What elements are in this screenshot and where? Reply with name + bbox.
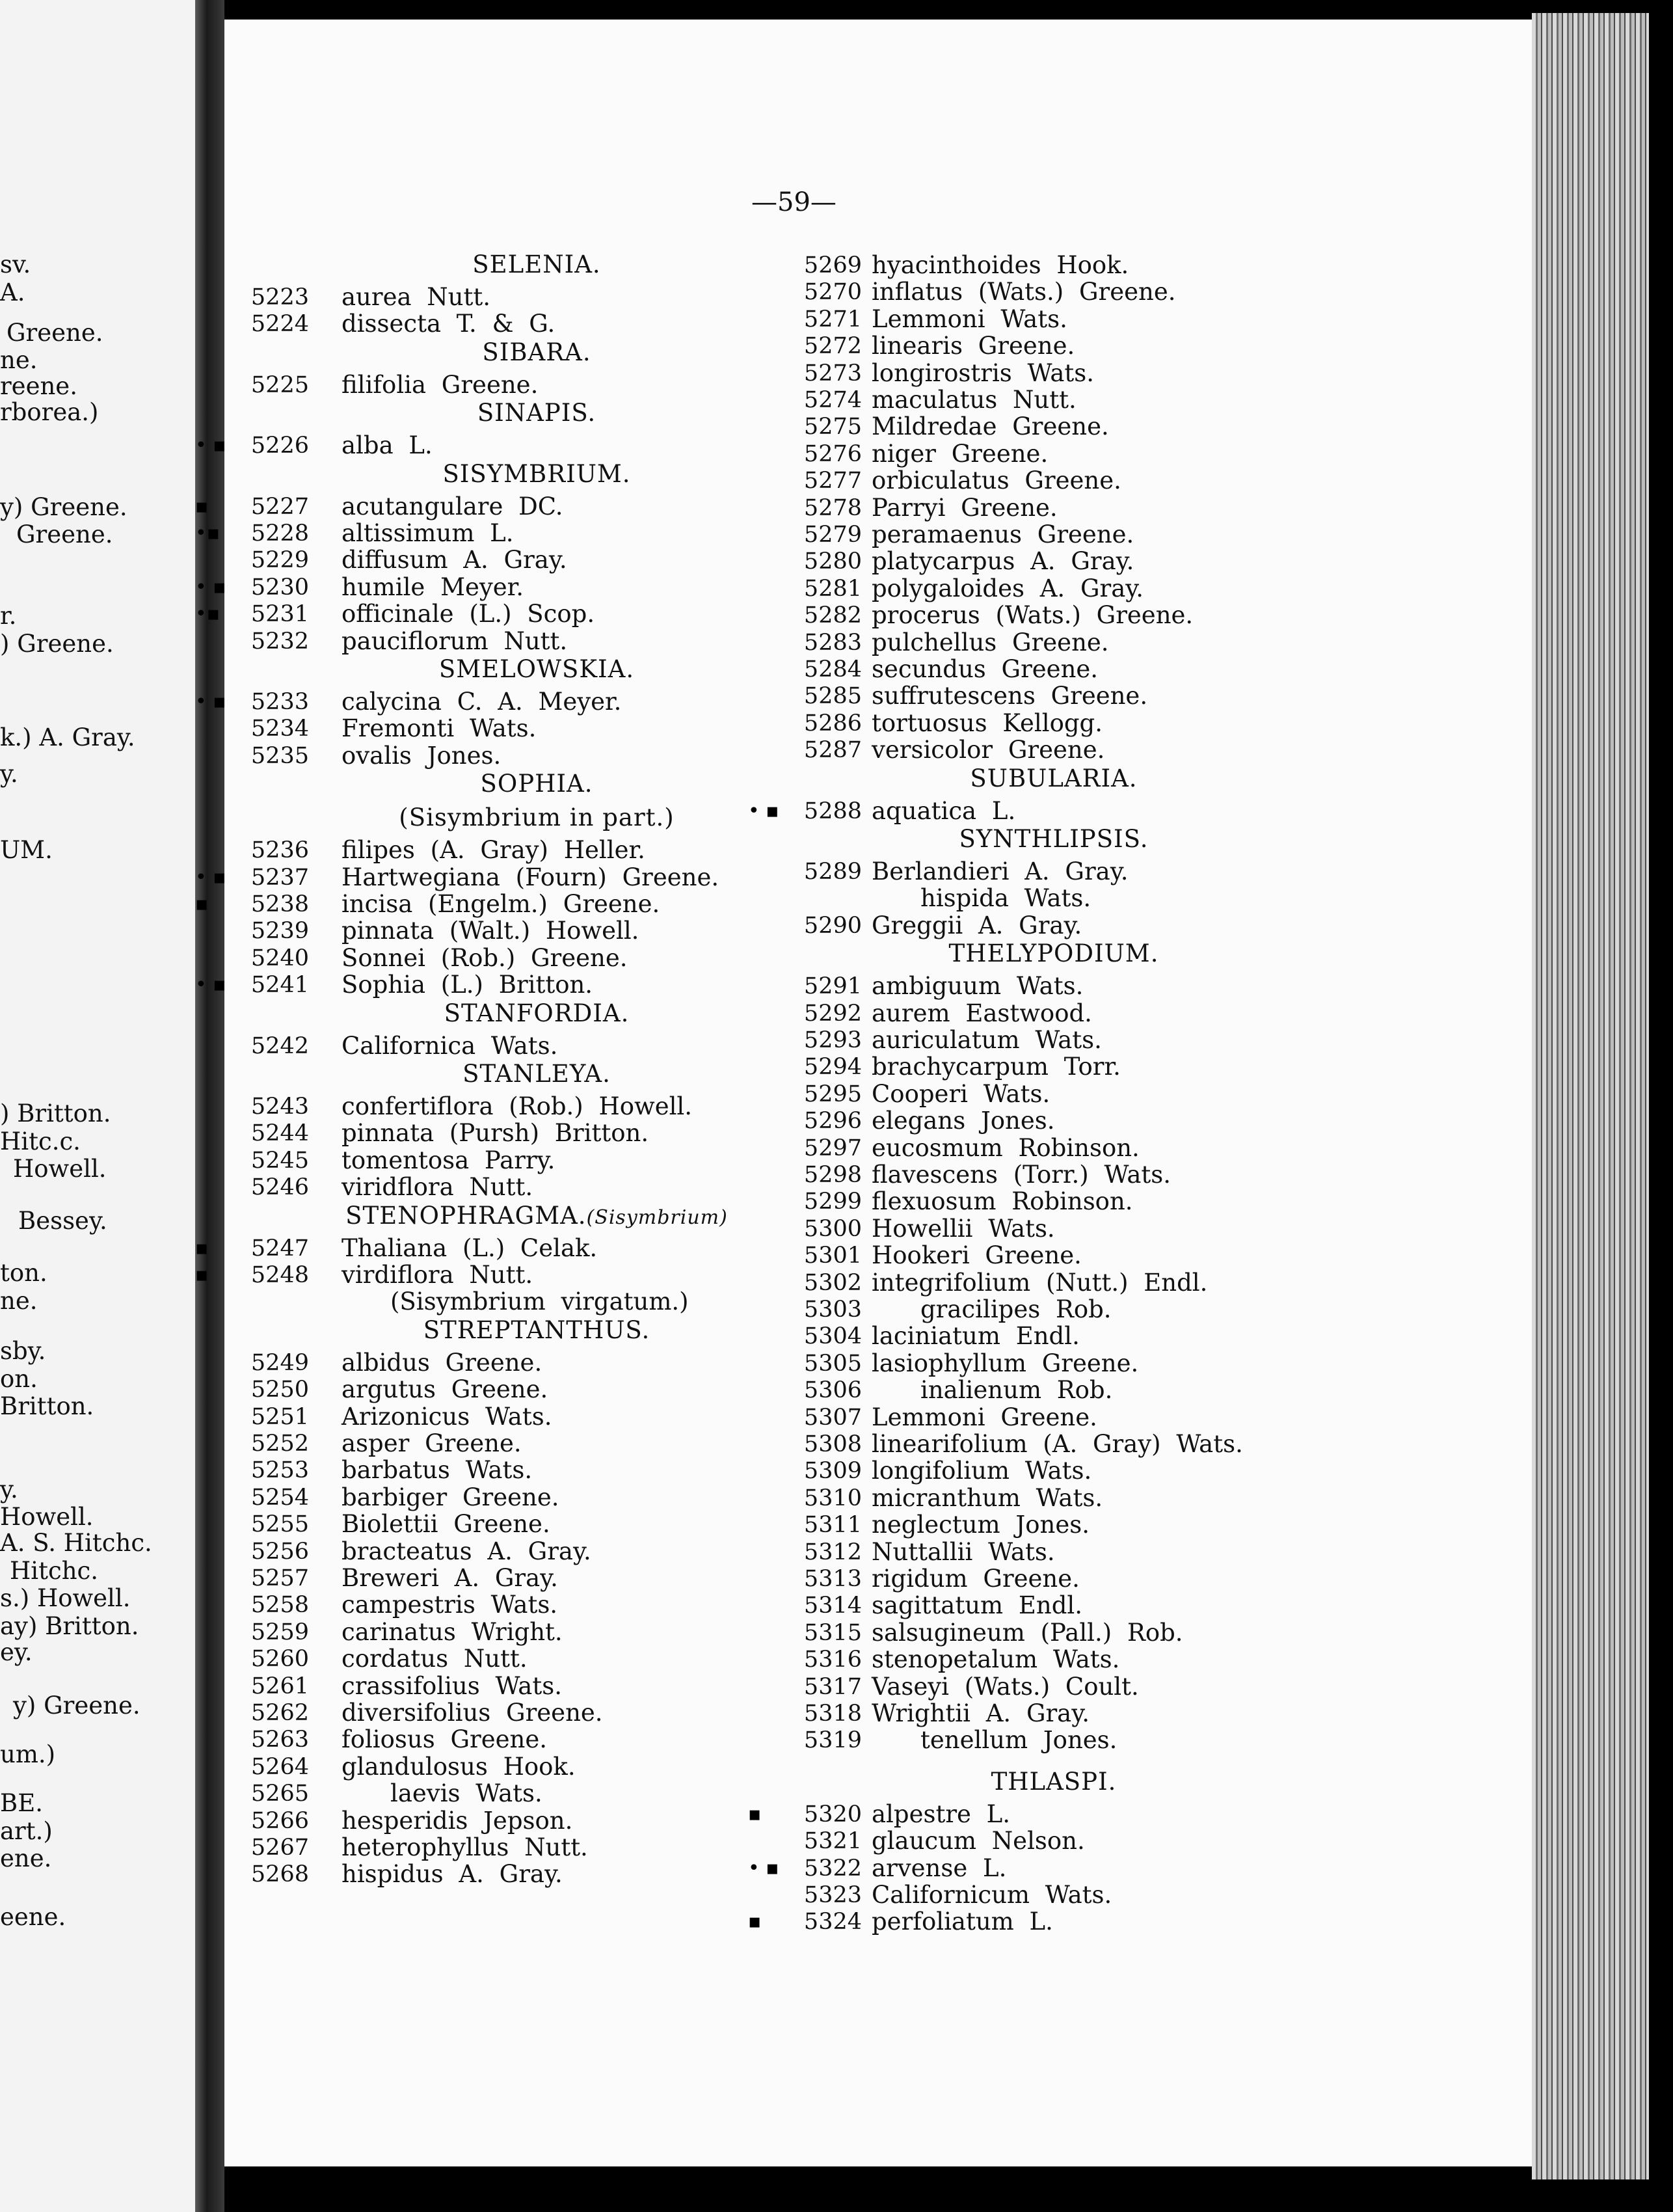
specimen-mark-icon: • ▪: [195, 575, 226, 599]
catalog-number: 5280: [803, 548, 862, 575]
catalog-number: 5295: [803, 1081, 862, 1107]
catalog-number: 5300: [803, 1215, 862, 1242]
catalog-number: 5260: [250, 1646, 309, 1673]
species-name: Sonnei (Rob.) Greene.: [341, 943, 628, 972]
catalog-number: 5278: [803, 494, 862, 521]
catalog-number: 5265: [250, 1781, 309, 1807]
species-name: barbatus Wats.: [341, 1456, 533, 1485]
facing-page-fragment: [0, 0, 195, 2212]
facing-page-text: A. S. Hitchc.: [0, 1529, 152, 1557]
catalog-number: 5266: [250, 1807, 309, 1834]
handwritten-note: (Sisymbrium): [586, 1206, 728, 1229]
species-name: integrifolium (Nutt.) Endl.: [872, 1268, 1208, 1297]
book-spine: [195, 0, 224, 2212]
catalog-number: 5292: [803, 1000, 862, 1027]
species-name: inalienum Rob.: [920, 1376, 1113, 1405]
facing-page-text: eene.: [0, 1903, 66, 1931]
facing-page-text: BE.: [0, 1789, 43, 1817]
species-name: versicolor Greene.: [872, 736, 1105, 764]
catalog-number: 5257: [250, 1565, 309, 1591]
species-name: Arizonicus Wats.: [341, 1402, 552, 1431]
catalog-number: 5285: [803, 683, 862, 710]
heading-text: SIBARA.: [482, 338, 591, 366]
catalog-number: 5306: [803, 1377, 862, 1404]
species-name: bracteatus A. Gray.: [341, 1537, 591, 1565]
catalog-number: 5297: [803, 1135, 862, 1161]
species-name: Wrightii A. Gray.: [872, 1699, 1090, 1727]
facing-page-text: art.): [0, 1817, 53, 1845]
catalog-number: 5299: [803, 1189, 862, 1215]
species-name: salsugineum (Pall.) Rob.: [872, 1618, 1183, 1647]
species-name: virdiflora Nutt.: [341, 1261, 533, 1289]
species-name: Thaliana (L.) Celak.: [341, 1234, 598, 1262]
species-name: Biolettii Greene.: [341, 1510, 550, 1539]
catalog-number: 5258: [250, 1592, 309, 1619]
species-name: inflatus (Wats.) Greene.: [872, 278, 1176, 306]
species-name: asper Greene.: [341, 1429, 522, 1457]
species-name: Fremonti Wats.: [341, 714, 537, 743]
genus-heading: [341, 399, 732, 427]
catalog-number: 5312: [803, 1539, 862, 1565]
genus-heading: [341, 1316, 732, 1344]
species-name: Vaseyi (Wats.) Coult.: [872, 1672, 1139, 1701]
facing-page-text: y) Greene.: [0, 493, 127, 521]
heading-text: THLASPI.: [991, 1767, 1117, 1796]
catalog-number: 5288: [803, 798, 862, 824]
catalog-number: 5253: [250, 1457, 309, 1484]
heading-text: STANFORDIA.: [444, 999, 630, 1027]
species-name: diffusum A. Gray.: [341, 546, 567, 574]
heading-text: SYNTHLIPSIS.: [959, 825, 1149, 853]
species-name: linearis Greene.: [872, 332, 1075, 360]
species-name: Hookeri Greene.: [872, 1241, 1082, 1270]
specimen-mark-icon: ▪: [195, 1236, 209, 1260]
catalog-number: 5240: [250, 945, 309, 971]
facing-page-text: s.) Howell.: [0, 1584, 131, 1612]
catalog-number: 5251: [250, 1403, 309, 1430]
catalog-number: 5294: [803, 1054, 862, 1081]
species-name: ovalis Jones.: [341, 741, 502, 770]
species-name: (Sisymbrium virgatum.): [390, 1288, 689, 1316]
catalog-number: 5272: [803, 333, 862, 360]
species-name: longirostris Wats.: [872, 358, 1095, 387]
species-name: maculatus Nutt.: [872, 386, 1077, 414]
catalog-number: 5296: [803, 1108, 862, 1135]
facing-page-text: ) Britton.: [0, 1099, 111, 1127]
species-name: tomentosa Parry.: [341, 1146, 555, 1174]
facing-page-text: ey.: [0, 1638, 33, 1666]
catalog-number: 5287: [803, 737, 862, 764]
catalog-number: 5231: [250, 601, 309, 628]
catalog-number: 5246: [250, 1174, 309, 1201]
catalog-number: 5226: [250, 433, 309, 459]
species-name: pulchellus Greene.: [872, 628, 1109, 656]
species-name: gracilipes Rob.: [920, 1295, 1112, 1323]
specimen-mark-icon: ▪: [748, 1802, 762, 1826]
species-name: crassifolius Wats.: [341, 1671, 562, 1700]
catalog-number: 5270: [803, 279, 862, 306]
page-number: —59—: [751, 187, 836, 217]
specimen-mark-icon: • ▪: [195, 865, 226, 889]
species-name: stenopetalum Wats.: [872, 1645, 1120, 1674]
species-name: ambiguum Wats.: [872, 972, 1084, 1001]
species-name: pauciflorum Nutt.: [341, 627, 568, 655]
genus-heading: [872, 764, 1236, 792]
species-name: barbiger Greene.: [341, 1483, 559, 1511]
genus-heading: [341, 1060, 732, 1088]
species-name: pinnata (Pursh) Britton.: [341, 1119, 649, 1148]
catalog-number: 5276: [803, 440, 862, 467]
catalog-number: 5322: [803, 1855, 862, 1882]
genus-subheading: [341, 803, 732, 831]
species-name: Breweri A. Gray.: [341, 1564, 558, 1592]
catalog-number: 5224: [250, 311, 309, 338]
species-name: confertiflora (Rob.) Howell.: [341, 1092, 693, 1120]
species-name: Greggii A. Gray.: [872, 911, 1082, 939]
species-name: Nuttallii Wats.: [872, 1537, 1055, 1566]
catalog-number: 5248: [250, 1262, 309, 1288]
facing-page-text: r.: [0, 602, 17, 630]
catalog-number: 5315: [803, 1619, 862, 1646]
catalog-number: 5283: [803, 629, 862, 656]
heading-text: STENOPHRAGMA.: [345, 1201, 587, 1230]
species-name: hispida Wats.: [920, 884, 1091, 913]
catalog-number: 5234: [250, 716, 309, 742]
facing-page-text: y.: [0, 1476, 18, 1504]
species-name: neglectum Jones.: [872, 1511, 1090, 1539]
species-name: Sophia (L.) Britton.: [341, 971, 593, 999]
species-name: flexuosum Robinson.: [872, 1187, 1133, 1216]
specimen-mark-icon: • ▪: [195, 690, 226, 713]
catalog-number: 5230: [250, 574, 309, 600]
species-name: filifolia Greene.: [341, 370, 539, 399]
facing-page-text: Greene.: [7, 319, 103, 347]
catalog-number: 5309: [803, 1458, 862, 1485]
species-name: alba L.: [341, 431, 433, 460]
species-name: carinatus Wright.: [341, 1617, 563, 1646]
catalog-number: 5282: [803, 602, 862, 629]
species-name: niger Greene.: [872, 439, 1049, 468]
catalog-number: 5284: [803, 656, 862, 682]
catalog-number: 5314: [803, 1593, 862, 1619]
species-name: elegans Jones.: [872, 1107, 1055, 1135]
species-name: perfoliatum L.: [872, 1908, 1053, 1936]
catalog-number: 5313: [803, 1566, 862, 1592]
species-name: filipes (A. Gray) Heller.: [341, 836, 645, 865]
species-name: brachycarpum Torr.: [872, 1053, 1121, 1081]
catalog-number: 5304: [803, 1323, 862, 1350]
species-name: secundus Greene.: [872, 655, 1099, 683]
species-name: glaucum Nelson.: [872, 1827, 1085, 1855]
species-name: tortuosus Kellogg.: [872, 708, 1103, 737]
species-name: Howellii Wats.: [872, 1214, 1055, 1243]
catalog-number: 5293: [803, 1027, 862, 1053]
catalog-number: 5255: [250, 1511, 309, 1538]
facing-page-text: Howell.: [0, 1503, 94, 1531]
heading-text: SUBULARIA.: [970, 764, 1138, 792]
catalog-number: 5223: [250, 284, 309, 310]
genus-heading: [341, 770, 732, 798]
species-name: alpestre L.: [872, 1800, 1011, 1828]
catalog-number: 5254: [250, 1484, 309, 1511]
facing-page-text: Bessey.: [18, 1207, 107, 1235]
facing-page-text: rborea.): [0, 398, 99, 426]
catalog-number: 5269: [803, 252, 862, 278]
facing-page-text: y.: [0, 760, 18, 788]
species-name: viridflora Nutt.: [341, 1173, 533, 1202]
catalog-number: 5235: [250, 742, 309, 769]
species-name: peramaenus Greene.: [872, 520, 1134, 548]
catalog-number: 5271: [803, 306, 862, 332]
catalog-number: 5232: [250, 628, 309, 654]
catalog-number: 5305: [803, 1350, 862, 1377]
catalog-number: 5236: [250, 837, 309, 864]
species-name: heterophyllus Nutt.: [341, 1833, 588, 1861]
species-name: cordatus Nutt.: [341, 1645, 528, 1673]
species-name: hesperidis Jepson.: [341, 1806, 573, 1835]
genus-heading: [872, 825, 1236, 853]
catalog-number: 5319: [803, 1727, 862, 1754]
facing-page-text: ne.: [0, 346, 38, 374]
catalog-number: 5308: [803, 1431, 862, 1457]
heading-text: SOPHIA.: [480, 770, 593, 798]
species-name: orbiculatus Greene.: [872, 466, 1121, 495]
species-name: Californica Wats.: [341, 1031, 558, 1060]
catalog-page: [195, 20, 1532, 2166]
heading-text: SMELOWSKIA.: [438, 655, 635, 683]
facing-page-text: ay) Britton.: [0, 1612, 139, 1640]
species-name: arvense L.: [872, 1854, 1007, 1882]
facing-page-text: reene.: [0, 372, 77, 400]
catalog-number: 5311: [803, 1512, 862, 1539]
catalog-number: 5229: [250, 547, 309, 574]
catalog-number: 5250: [250, 1377, 309, 1403]
catalog-number: 5233: [250, 689, 309, 715]
species-name: Hartwegiana (Fourn) Greene.: [341, 863, 719, 891]
catalog-number: 5243: [250, 1094, 309, 1120]
catalog-number: 5317: [803, 1673, 862, 1700]
catalog-number: 5241: [250, 972, 309, 999]
species-name: laevis Wats.: [390, 1779, 542, 1808]
species-name: tenellum Jones.: [920, 1726, 1118, 1755]
catalog-number: 5298: [803, 1162, 862, 1188]
facing-page-text: ) Greene.: [0, 630, 114, 658]
species-name: laciniatum Endl.: [872, 1322, 1080, 1351]
facing-page-text: A.: [0, 278, 25, 306]
species-name: Berlandieri A. Gray.: [872, 857, 1129, 885]
genus-heading: [341, 655, 732, 683]
facing-page-text: Hitc.c.: [0, 1127, 81, 1155]
species-name: lasiophyllum Greene.: [872, 1349, 1139, 1377]
species-name: suffrutescens Greene.: [872, 682, 1148, 710]
catalog-number: 5227: [250, 493, 309, 520]
catalog-number: 5262: [250, 1700, 309, 1726]
facing-page-text: Hitchc.: [10, 1557, 99, 1585]
species-name: foliosus Greene.: [341, 1725, 548, 1754]
species-name: micranthum Wats.: [872, 1483, 1103, 1512]
species-name: hyacinthoides Hook.: [872, 251, 1129, 279]
catalog-number: 5318: [803, 1701, 862, 1727]
facing-page-text: sv.: [0, 250, 31, 278]
page-edges: [1532, 13, 1649, 2179]
species-name: hispidus A. Gray.: [341, 1860, 563, 1889]
facing-page-text: y) Greene.: [13, 1692, 141, 1720]
catalog-number: 5301: [803, 1243, 862, 1269]
species-name: rigidum Greene.: [872, 1565, 1080, 1593]
heading-text: SELENIA.: [472, 250, 601, 278]
catalog-number: 5302: [803, 1269, 862, 1296]
specimen-mark-icon: •▪: [195, 522, 221, 545]
catalog-number: 5263: [250, 1727, 309, 1753]
genus-heading: [341, 999, 732, 1027]
species-name: Parryi Greene.: [872, 493, 1058, 522]
catalog-number: 5320: [803, 1801, 862, 1828]
specimen-mark-icon: • ▪: [748, 799, 779, 822]
heading-text: STANLEYA.: [462, 1060, 611, 1088]
heading-text: SISYMBRIUM.: [442, 459, 631, 488]
facing-page-text: ene.: [0, 1844, 52, 1872]
catalog-number: 5228: [250, 520, 309, 546]
species-name: longifolium Wats.: [872, 1457, 1092, 1485]
facing-page-text: Britton.: [0, 1392, 94, 1420]
species-name: diversifolius Greene.: [341, 1699, 603, 1727]
specimen-mark-icon: ▪: [195, 1263, 209, 1286]
catalog-number: 5289: [803, 859, 862, 885]
catalog-number: 5239: [250, 918, 309, 945]
genus-heading: [341, 250, 732, 278]
catalog-number: 5238: [250, 891, 309, 917]
catalog-number: 5261: [250, 1673, 309, 1699]
facing-page-text: ton.: [0, 1259, 47, 1287]
specimen-mark-icon: ▪: [195, 494, 209, 518]
catalog-number: 5323: [803, 1882, 862, 1908]
species-name: dissecta T. & G.: [341, 310, 555, 338]
catalog-number: 5273: [803, 360, 862, 386]
facing-page-text: ne.: [0, 1287, 38, 1315]
species-name: flavescens (Torr.) Wats.: [872, 1161, 1171, 1189]
species-name: glandulosus Hook.: [341, 1752, 576, 1781]
catalog-number: 5279: [803, 522, 862, 548]
catalog-number: 5252: [250, 1431, 309, 1457]
species-name: Lemmoni Wats.: [872, 304, 1067, 333]
catalog-number: 5321: [803, 1828, 862, 1855]
genus-heading: [341, 460, 732, 488]
catalog-number: 5324: [803, 1909, 862, 1936]
catalog-number: 5268: [250, 1861, 309, 1888]
species-name: linearifolium (A. Gray) Wats.: [872, 1430, 1243, 1458]
catalog-number: 5274: [803, 387, 862, 413]
species-name: polygaloides A. Gray.: [872, 574, 1144, 602]
genus-heading: [341, 338, 732, 366]
specimen-mark-icon: ▪: [195, 893, 209, 915]
species-name: sagittatum Endl.: [872, 1591, 1083, 1620]
specimen-mark-icon: ▪: [748, 1910, 762, 1934]
genus-heading: [872, 939, 1236, 967]
species-name: pinnata (Walt.) Howell.: [341, 917, 639, 945]
species-name: campestris Wats.: [341, 1591, 558, 1619]
catalog-number: 5259: [250, 1619, 309, 1645]
species-name: aurea Nutt.: [341, 283, 490, 311]
species-name: humile Meyer.: [341, 573, 524, 601]
species-name: auriculatum Wats.: [872, 1026, 1102, 1054]
species-name: aurem Eastwood.: [872, 999, 1092, 1027]
species-name: procerus (Wats.) Greene.: [872, 601, 1194, 630]
species-name: altissimum L.: [341, 519, 514, 547]
catalog-number: 5286: [803, 710, 862, 736]
catalog-number: 5245: [250, 1147, 309, 1174]
specimen-mark-icon: • ▪: [195, 434, 226, 457]
catalog-number: 5281: [803, 575, 862, 602]
species-name: incisa (Engelm.) Greene.: [341, 890, 660, 918]
catalog-number: 5290: [803, 912, 862, 939]
species-name: officinale (L.) Scop.: [341, 600, 595, 628]
species-name: Mildredae Greene.: [872, 412, 1109, 441]
catalog-number: 5267: [250, 1835, 309, 1861]
specimen-mark-icon: • ▪: [748, 1856, 779, 1880]
species-name: eucosmum Robinson.: [872, 1133, 1140, 1162]
catalog-number: 5307: [803, 1404, 862, 1431]
facing-page-text: UM.: [0, 836, 53, 864]
genus-heading: [872, 1768, 1236, 1796]
catalog-number: 5225: [250, 371, 309, 398]
species-name: albidus Greene.: [341, 1348, 542, 1377]
heading-text: SINAPIS.: [477, 399, 596, 427]
catalog-number: 5256: [250, 1538, 309, 1565]
catalog-number: 5264: [250, 1753, 309, 1780]
species-name: Californicum Wats.: [872, 1881, 1112, 1909]
facing-page-text: on.: [0, 1365, 38, 1393]
facing-page-text: um.): [0, 1740, 56, 1768]
species-name: acutangulare DC.: [341, 492, 563, 520]
species-name: calycina C. A. Meyer.: [341, 688, 622, 716]
genus-heading: [341, 1202, 732, 1230]
catalog-number: 5242: [250, 1032, 309, 1059]
species-name: platycarpus A. Gray.: [872, 547, 1134, 576]
heading-text: STREPTANTHUS.: [423, 1315, 650, 1344]
specimen-mark-icon: •▪: [195, 602, 221, 626]
catalog-number: 5249: [250, 1349, 309, 1376]
facing-page-text: sby.: [0, 1337, 46, 1365]
catalog-number: 5291: [803, 973, 862, 1000]
species-name: argutus Greene.: [341, 1375, 548, 1404]
catalog-number: 5303: [803, 1297, 862, 1323]
facing-page-text: Howell.: [13, 1155, 107, 1183]
facing-page-text: Greene.: [16, 520, 113, 548]
heading-text: (Sisymbrium in part.): [399, 803, 675, 832]
catalog-number: 5244: [250, 1120, 309, 1147]
facing-page-text: k.) A. Gray.: [0, 723, 135, 751]
catalog-number: 5277: [803, 468, 862, 494]
species-name: Lemmoni Greene.: [872, 1403, 1097, 1431]
catalog-number: 5247: [250, 1235, 309, 1261]
species-name: Cooperi Wats.: [872, 1079, 1051, 1108]
heading-text: THELYPODIUM.: [948, 939, 1159, 968]
catalog-number: 5316: [803, 1647, 862, 1673]
species-name: aquatica L.: [872, 796, 1016, 825]
specimen-mark-icon: • ▪: [195, 973, 226, 997]
catalog-number: 5310: [803, 1485, 862, 1511]
catalog-number: 5237: [250, 864, 309, 891]
catalog-number: 5275: [803, 414, 862, 440]
